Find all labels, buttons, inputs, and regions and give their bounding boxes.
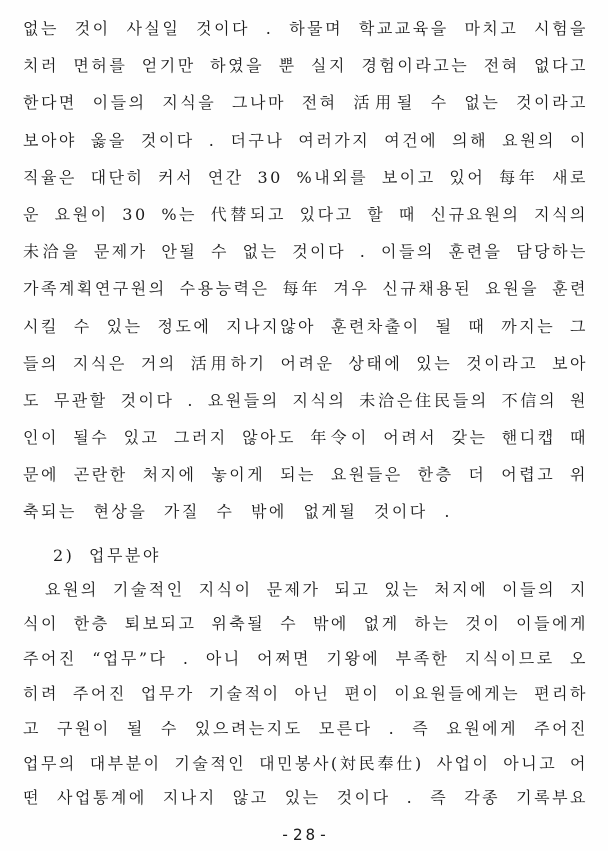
text-line: 운 요원이 30 %는 代替되고 있다고 할 때 신규요원의 지식의 [23, 204, 588, 224]
text-line: 시킬 수 있는 정도에 지나지않아 훈련차출이 될 때 까지는 그 [23, 316, 588, 336]
text-line: 인이 될수 있고 그러지 않아도 年令이 어려서 갖는 핸디캡 때 [23, 428, 588, 448]
text-line: 치러 면허를 얻기만 하였을 뿐 실지 경험이라고는 전혀 없다고 [23, 56, 588, 76]
section-heading: 2) 업무분야 [53, 545, 161, 565]
text-line: 업무의 대부분이 기술적인 대민봉사(対民奉仕) 사업이 아니고 어 [23, 753, 588, 773]
text-line: 들의 지식은 거의 活用하기 어려운 상태에 있는 것이라고 보아 [23, 353, 588, 373]
text-line: 보아야 옳을 것이다 . 더구나 여러가지 여건에 의해 요원의 이 [23, 130, 588, 150]
text-line: 가족계획연구원의 수용능력은 每年 겨우 신규채용된 요원을 훈련 [23, 279, 588, 299]
text-line: 고 구원이 될 수 있으려는지도 모른다 . 즉 요원에게 주어진 [23, 718, 588, 738]
text-line: 한다면 이들의 지식을 그나마 전혀 活用될 수 없는 것이라고 [23, 93, 588, 113]
text-line: 축되는 현상을 가질 수 밖에 없게될 것이다 . [23, 502, 452, 522]
paragraph-1 [23, 10, 588, 531]
text-line: 요원의 기술적인 지식이 문제가 되고 있는 처지에 이들의 지 [45, 579, 588, 599]
text-line: 떤 사업통계에 지나지 않고 있는 것이다 . 즉 각종 기록부요 [23, 788, 588, 808]
text-line: 히려 주어진 업무가 기술적이 아닌 편이 이요원들에게는 편리하 [23, 684, 588, 704]
page-number: -28- [280, 825, 331, 845]
text-line: 도 무관할 것이다 . 요원들의 지식의 未洽은住民들의 不信의 원 [23, 390, 588, 410]
text-line: 식이 한층 퇴보되고 위축될 수 밖에 없게 하는 것이 이들에게 [23, 614, 588, 634]
text-line: 문에 곤란한 처지에 놓이게 되는 요원들은 한층 더 어렵고 위 [23, 465, 588, 485]
paragraph-2 [23, 573, 588, 817]
text-line: 직율은 대단히 커서 연간 30 %내외를 보이고 있어 每年 새로 [23, 167, 588, 187]
text-line: 未洽을 문제가 안될 수 없는 것이다 . 이들의 훈련을 담당하는 [23, 242, 588, 262]
text-line: 주어진 “업무”다 . 아니 어쩌면 기왕에 부족한 지식이므로 오 [23, 649, 588, 669]
text-line: 없는 것이 사실일 것이다 . 하물며 학교교육을 마치고 시험을 [23, 19, 588, 38]
